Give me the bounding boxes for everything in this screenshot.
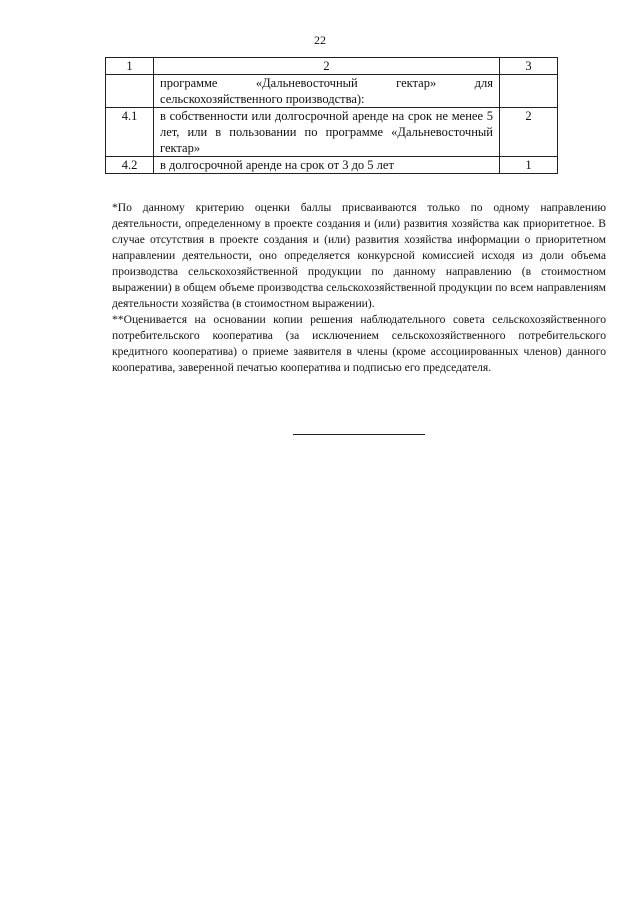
- table-row: [106, 75, 558, 108]
- row-text: в долгосрочной аренде на срок от 3 до 5 лет: [154, 157, 500, 174]
- row-text: программе «Дальневосточный гектар» для сельскохозяйственного производства):: [154, 75, 500, 108]
- criteria-table: [105, 57, 558, 174]
- row-score: 1: [500, 157, 558, 174]
- header-cell-1: 1: [106, 58, 154, 75]
- header-cell-3: 3: [500, 58, 558, 75]
- row-number: 4.2: [106, 157, 154, 174]
- table-row: [106, 157, 558, 174]
- header-cell-2: 2: [154, 58, 500, 75]
- row-score: [500, 75, 558, 108]
- footnote-single-asterisk: *По данному критерию оценки баллы присваиваются только по одному направлению деятельности, определенному в проекте создания и (или) развития хозяйства как приоритетное. В случае отсутствия в проекте создания и (или) развития хозяйства информации о приоритетном направлении деятельности, оно определяется конкурсной комиссией исходя из доли объема производства сельскохозяйственной продукции по данному направлению (в стоимостном выражении) в общем объеме производства сельскохозяйственной продукции по всем направлениям деятельности хозяйства (в стоимостном выражении).: [112, 201, 606, 310]
- page-number: 22: [314, 33, 326, 47]
- row-number: 4.1: [106, 108, 154, 157]
- footnote-double-asterisk: **Оценивается на основании копии решения наблюдательного совета сельскохозяйственного потребительского кооператива (за исключением сельскохозяйственного потребительского кредитного кооператива) о приеме заявителя в члены (кроме ассоциированных членов) данного кооператива, заверенной печатью кооператива и подписью его председателя.: [112, 313, 606, 374]
- footnotes: [112, 200, 606, 376]
- row-number: [106, 75, 154, 108]
- row-score: 2: [500, 108, 558, 157]
- table-header-row: [106, 58, 558, 75]
- table-row: [106, 108, 558, 157]
- row-text: в собственности или долгосрочной аренде на срок не менее 5 лет, или в пользовании по программе «Дальневосточный гектар»: [154, 108, 500, 157]
- separator-line: [293, 434, 425, 435]
